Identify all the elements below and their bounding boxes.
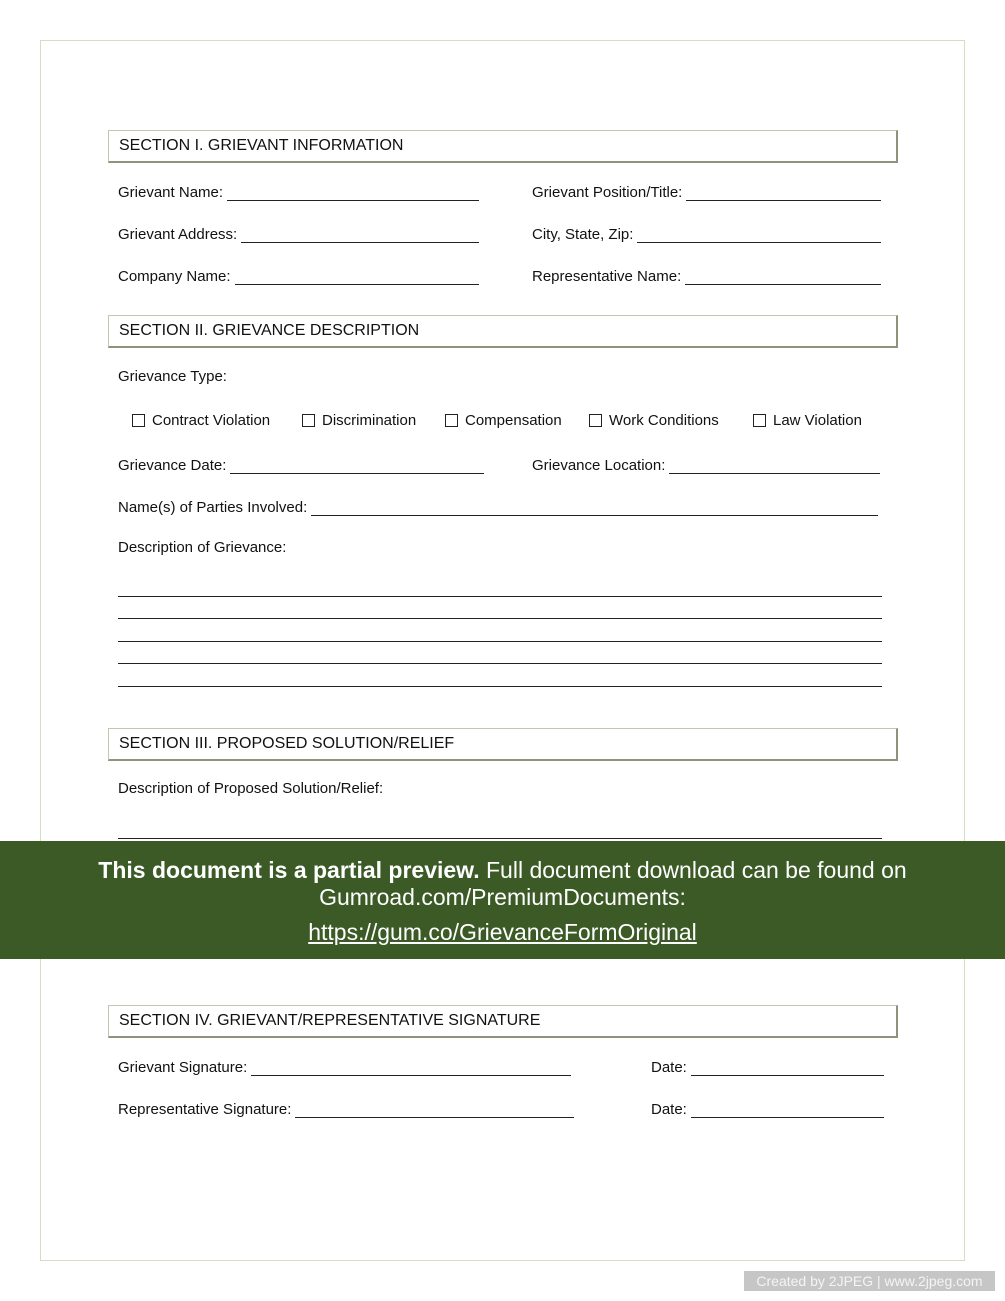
description-label: Description of Grievance: — [118, 539, 287, 556]
city-state-zip-field[interactable] — [532, 223, 881, 243]
field-label: City, State, Zip: — [532, 226, 634, 243]
field-label: Grievant Signature: — [118, 1059, 248, 1076]
representative-date-field[interactable] — [651, 1098, 884, 1118]
solution-description-label: Description of Proposed Solution/Relief: — [118, 780, 384, 797]
description-line[interactable] — [118, 663, 882, 664]
option-label: Contract Violation — [152, 412, 271, 429]
section-3-header: SECTION III. PROPOSED SOLUTION/RELIEF — [108, 728, 898, 761]
representative-name-field[interactable] — [532, 265, 881, 285]
option-label: Discrimination — [322, 412, 417, 429]
parties-involved-field[interactable] — [118, 496, 878, 516]
option-label: Law Violation — [773, 412, 862, 429]
checkbox-law-violation[interactable] — [753, 412, 862, 429]
field-label: Representative Signature: — [118, 1101, 292, 1118]
company-name-field[interactable] — [118, 265, 479, 285]
watermark: Created by 2JPEG | www.2jpeg.com — [744, 1271, 995, 1291]
field-label: Grievant Position/Title: — [532, 184, 683, 201]
description-line[interactable] — [118, 641, 882, 642]
checkbox-discrimination[interactable] — [302, 412, 416, 429]
field-label: Company Name: — [118, 268, 231, 285]
banner-bold-text: This document is a partial preview. — [98, 857, 480, 883]
option-label: Compensation — [465, 412, 562, 429]
field-label: Grievance Location: — [532, 457, 666, 474]
grievant-signature-field[interactable] — [118, 1056, 571, 1076]
section-4-header: SECTION IV. GRIEVANT/REPRESENTATIVE SIGNATURE — [108, 1005, 898, 1038]
banner-text: Full document download can be found on Gumroad.com/PremiumDocuments: — [319, 857, 907, 910]
download-link[interactable]: https://gum.co/GrievanceFormOriginal — [308, 919, 697, 945]
representative-signature-field[interactable] — [118, 1098, 574, 1118]
preview-banner — [0, 841, 1005, 959]
grievance-type-label: Grievance Type: — [118, 368, 227, 385]
field-label: Date: — [651, 1059, 687, 1076]
field-label: Grievant Address: — [118, 226, 238, 243]
field-label: Name(s) of Parties Involved: — [118, 499, 308, 516]
field-label: Grievance Date: — [118, 457, 227, 474]
solution-line[interactable] — [118, 838, 882, 839]
checkbox-contract-violation[interactable] — [132, 412, 270, 429]
description-line[interactable] — [118, 686, 882, 687]
checkbox-work-conditions[interactable] — [589, 412, 719, 429]
section-1-header: SECTION I. GRIEVANT INFORMATION — [108, 130, 898, 163]
grievant-position-field[interactable] — [532, 181, 881, 201]
field-label: Grievant Name: — [118, 184, 224, 201]
field-label: Date: — [651, 1101, 687, 1118]
description-line[interactable] — [118, 618, 882, 619]
section-2-header: SECTION II. GRIEVANCE DESCRIPTION — [108, 315, 898, 348]
checkbox-compensation[interactable] — [445, 412, 562, 429]
option-label: Work Conditions — [609, 412, 719, 429]
grievance-location-field[interactable] — [532, 454, 880, 474]
grievant-address-field[interactable] — [118, 223, 479, 243]
field-label: Representative Name: — [532, 268, 682, 285]
grievance-date-field[interactable] — [118, 454, 484, 474]
grievant-date-field[interactable] — [651, 1056, 884, 1076]
description-line[interactable] — [118, 596, 882, 597]
grievant-name-field[interactable] — [118, 181, 479, 201]
